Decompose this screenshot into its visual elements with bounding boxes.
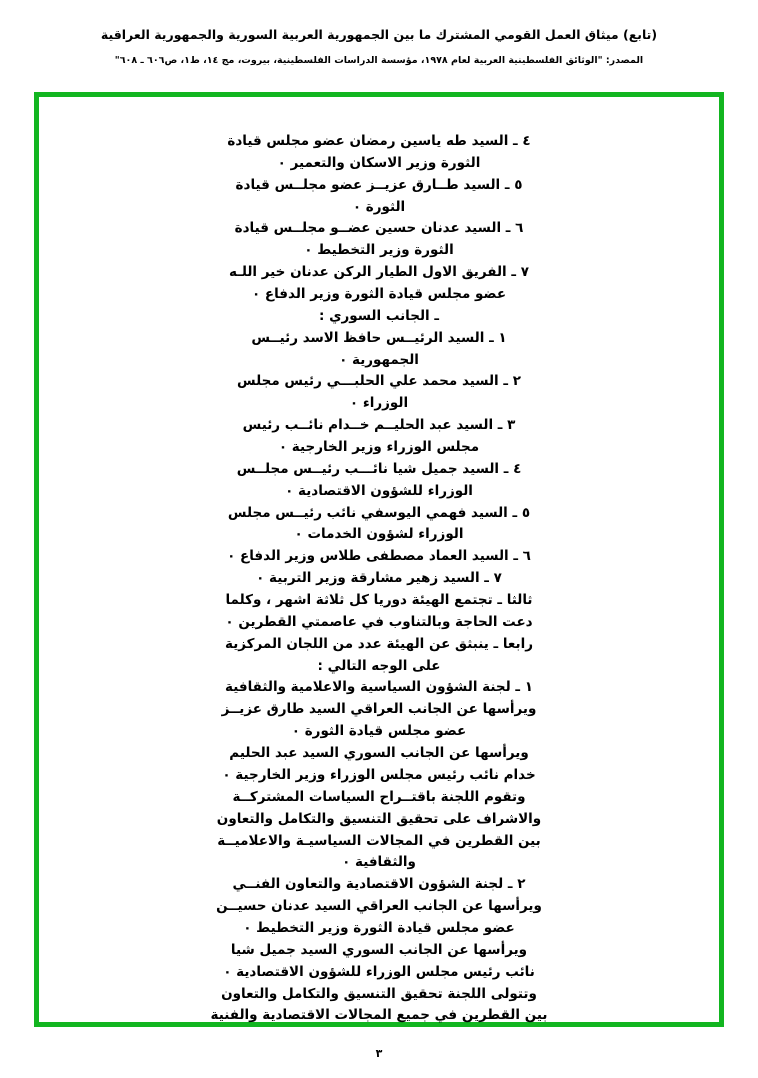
body-line: ٦ ـ السيد عدنان حسين عضــو مجلــس قيادة [234, 220, 524, 237]
body-line: على الوجه التالي : [317, 657, 441, 674]
body-line: ٥ ـ السيد فهمي اليوسفي نائب رئيــس مجلس [227, 504, 531, 521]
body-line: عضو مجلس قيادة الثورة وزير الدفاع ٠ [251, 286, 507, 303]
body-line: والاشراف على تحقيق التنسيق والتكامل والتعاون [216, 810, 542, 827]
body-line: الجمهورية ٠ [339, 351, 419, 368]
body-line: الوزراء للشؤون الاقتصادية ٠ [285, 482, 473, 499]
body-line: ٢ ـ لجنة الشؤون الاقتصادية والتعاون الفنــي [232, 876, 526, 893]
body-line: ويرأسها عن الجانب العراقي السيد طارق عزيــز [221, 701, 537, 718]
body-line: ـ الجانب السوري : [318, 307, 439, 324]
green-border-frame [34, 92, 724, 1027]
body-line: رابعا ـ ينبثق عن الهيئة عدد من اللجان المركزية [225, 635, 533, 652]
document-header [0, 0, 758, 68]
body-line: ٦ ـ السيد العماد مصطفى طلاس وزير الدفاع ٠ [227, 548, 531, 565]
body-line: وتقوم اللجنة باقتــراح السياسات المشتركــة [232, 788, 526, 805]
body-line: ٤ ـ السيد جميل شيا نائـــب رئيــس مجلــس [236, 460, 522, 477]
body-line: الوزراء ٠ [349, 395, 409, 412]
body-line: ٥ ـ السيد طــارق عزيــز عضو مجلــس قيادة [235, 176, 523, 193]
body-line: نائب رئيس مجلس الوزراء للشؤون الاقتصادية ٠ [223, 963, 535, 980]
body-line: الثورة وزير الاسكان والتعمير ٠ [277, 154, 481, 171]
body-line: ٧ ـ السيد زهير مشارقة وزير التربية ٠ [256, 570, 502, 587]
page-title: (تابع) ميثاق العمل القومي المشترك ما بين الجمهورية العربية السورية والجمهورية العراقية [100, 27, 658, 42]
body-line: ثالثا ـ تجتمع الهيئة دوريا كل ثلاثة اشهر ، وكلما [225, 592, 533, 609]
body-line: ١ ـ لجنة الشؤون السياسية والاعلامية والثقافية [225, 679, 533, 696]
body-line: خدام نائب رئيس مجلس الوزراء وزير الخارجية ٠ [222, 766, 536, 783]
body-line: عضو مجلس قيادة الثورة ٠ [291, 723, 467, 740]
body-line: مجلس الوزراء وزير الخارجية ٠ [278, 439, 480, 456]
body-line: بين القطرين في جميع المجالات الاقتصادية والفنية [210, 1007, 548, 1024]
body-line: ٢ ـ السيد محمد علي الحلبـــي رئيس مجلس [237, 373, 521, 390]
body-line: ويرأسها عن الجانب السوري السيد عبد الحليم [229, 745, 529, 762]
body-line: عضو مجلس قيادة الثورة وزير التخطيط ٠ [243, 919, 515, 936]
body-line: ٣ ـ السيد عبد الحليــم خــدام نائــب رئيس [242, 417, 516, 434]
body-line: ١ ـ السيد الرئيــس حافظ الاسد رئيــس [251, 329, 507, 346]
body-text-block [83, 131, 675, 1027]
body-line: الثورة ٠ [352, 198, 406, 215]
page-number: ٣ [375, 1047, 383, 1060]
body-line: بين القطرين في المجالات السياسيـة والاعلاميــة [217, 832, 541, 849]
body-line: وتتولى اللجنة تحقيق التنسيق والتكامل والتعاون [221, 985, 537, 1002]
body-line: ويرأسها عن الجانب السوري السيد جميل شيا [230, 941, 528, 958]
body-line: والثقافية ٠ [342, 854, 416, 871]
body-line: ٧ ـ الفريق الاول الطيار الركن عدنان خير اللـه [229, 264, 529, 281]
body-line: الثورة وزير التخطيط ٠ [304, 242, 454, 259]
body-line: ٤ ـ السيد طه ياسين رمضان عضو مجلس قيادة [227, 133, 531, 149]
body-line: دعت الحاجة وبالتناوب في عاصمتي القطرين ٠ [225, 613, 533, 630]
source-citation: المصدر: "الوثائق الفلسطينية العربية لعام ١٩٧٨، مؤسسة الدراسات الفلسطينية، بيروت، مج ١٤، ط١، ص٦٠٦ ـ ٦٠٨" [114, 54, 644, 66]
body-line: ويرأسها عن الجانب العراقي السيد عدنان حسيــن [216, 898, 542, 915]
document-body [39, 97, 719, 1022]
body-line: الوزراء لشؤون الخدمات ٠ [294, 526, 464, 543]
